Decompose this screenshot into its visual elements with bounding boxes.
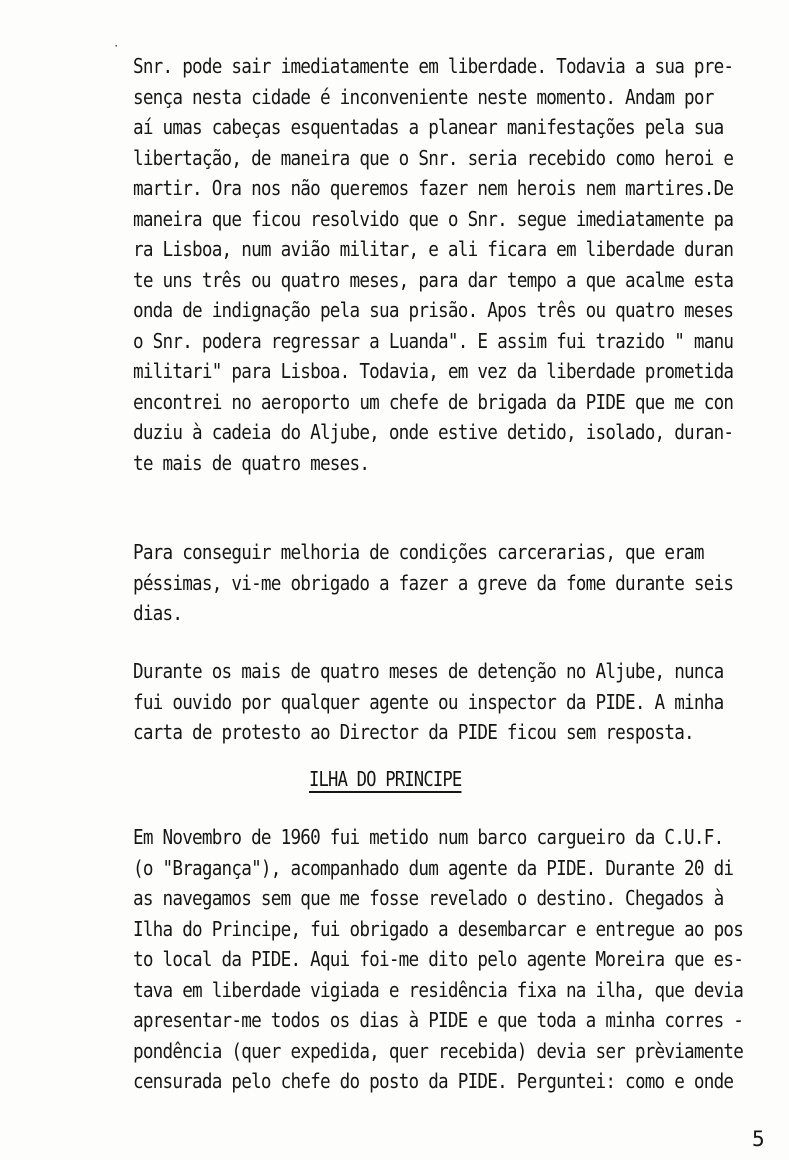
text-line: sença nesta cidade é inconveniente neste momento. Andam por	[133, 84, 714, 109]
text-line: to local da PIDE. Aqui foi-me dito pelo agente Moreira que es-	[133, 947, 744, 971]
paragraph-3	[133, 656, 769, 748]
text-line: ra Lisboa, num avião militar, e ali ficara em liberdade duran	[133, 237, 734, 261]
text-line: dias.	[133, 601, 183, 625]
text-line: Para conseguir melhoria de condições carcerarias, que eram	[133, 540, 704, 564]
text-line: te mais de quatro meses.	[133, 450, 370, 475]
text-line: encontrei no aeroporto um chefe de brigada da PIDE que me con	[133, 389, 734, 414]
text-line: Durante os mais de quatro meses de detenção no Aljube, nunca	[133, 659, 724, 683]
text-line: maneira que ficou resolvido que o Snr. segue imediatamente pa	[133, 206, 734, 231]
text-line: censurada pelo chefe do posto da PIDE. Perguntei: como e onde	[133, 1069, 734, 1093]
paragraph-2	[133, 537, 769, 629]
text-line: te uns três ou quatro meses, para dar tempo a que acalme esta	[133, 267, 734, 292]
text-line: apresentar-me todos os dias à PIDE e que toda a minha corres -	[133, 1008, 744, 1032]
text-line: onda de indignação pela sua prisão. Apos três ou quatro meses	[133, 298, 734, 322]
page-number: 5	[752, 1127, 765, 1151]
text-line: (o "Bragança"), acompanhado dum agente da PIDE. Durante 20 di	[133, 855, 734, 880]
paragraph-1	[133, 51, 769, 478]
text-line: aí umas cabeças esquentadas a planear manifestações pela sua	[133, 115, 724, 139]
text-line: duziu à cadeia do Aljube, onde estive detido, isolado, duran-	[133, 420, 734, 444]
text-line: militari" para Lisboa. Todavia, em vez da liberdade prometida	[133, 359, 734, 383]
text-line: o Snr. podera regressar a Luanda". E assim fui trazido " manu	[133, 328, 734, 353]
text-line: Em Novembro de 1960 fui metido num barco cargueiro da C.U.F.	[133, 825, 724, 849]
text-line: fui ouvido por qualquer agente ou inspector da PIDE. A minha	[133, 689, 724, 714]
text-line: péssimas, vi-me obrigado a fazer a greve da fome durante seis	[133, 570, 734, 595]
text-line: carta de protesto ao Director da PIDE ficou sem resposta.	[133, 720, 694, 744]
text-line: Ilha do Principe, fui obrigado a desembarcar e entregue ao pos	[133, 916, 744, 941]
text-line: libertação, de maneira que o Snr. seria recebido como heroi e	[133, 145, 734, 170]
section-heading: ILHA DO PRINCIPE	[309, 767, 462, 791]
text-line: tava em liberdade vigiada e residência fixa na ilha, que devia	[133, 977, 744, 1002]
text-line: martir. Ora nos não queremos fazer nem herois nem martires.De	[133, 176, 734, 200]
text-line: Snr. pode sair imediatamente em liberdade. Todavia a sua pre-	[133, 54, 734, 78]
stray-mark: ˙	[112, 44, 121, 60]
text-line: pondência (quer expedida, quer recebida) devia ser prèviamente	[133, 1038, 744, 1063]
text-line: as navegamos sem que me fosse revelado o destino. Chegados à	[133, 886, 724, 910]
paragraph-4	[133, 822, 769, 1097]
